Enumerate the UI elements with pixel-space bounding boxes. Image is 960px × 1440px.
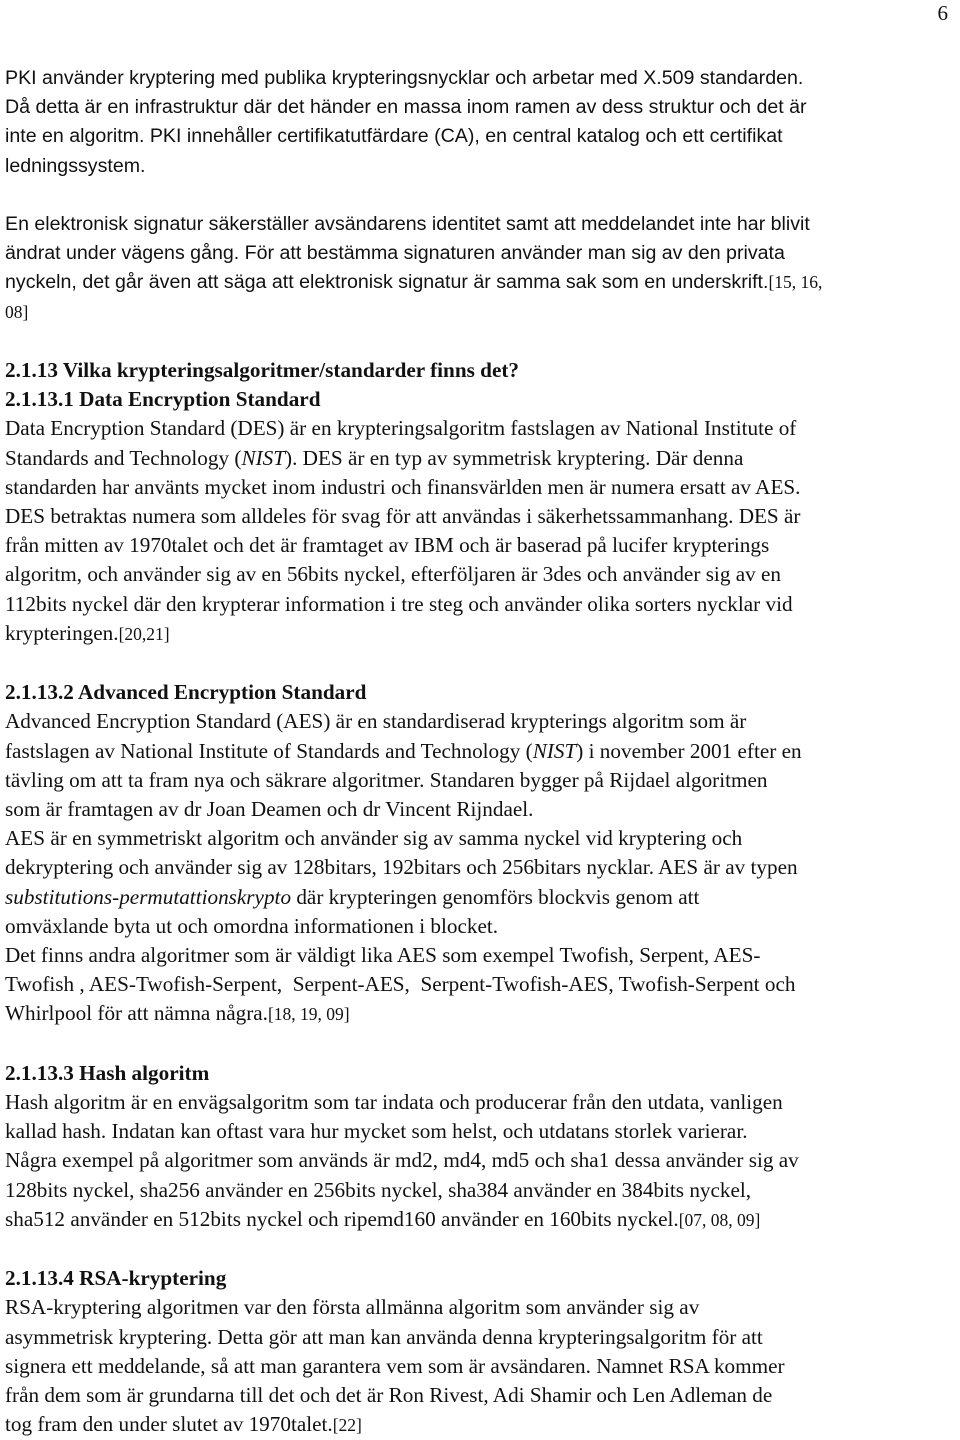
italic-text: NIST bbox=[241, 445, 286, 470]
text-line: inte en algoritm. PKI innehåller certifikatutfärdare (CA), en central katalog och ett certifikat bbox=[5, 125, 783, 148]
text-line: Twofish , AES-Twofish-Serpent, Serpent-AES, Serpent-Twofish-AES, Twofish-Serpent och bbox=[5, 972, 796, 997]
italic-text: NIST bbox=[532, 738, 577, 763]
section-heading: 2.1.13 Vilka krypteringsalgoritmer/standarder finns det? bbox=[5, 358, 519, 382]
italic-text: substitutions-permutattionskrypto bbox=[5, 884, 292, 909]
text-line: 112bits nyckel där den krypterar information i tre steg och använder olika sorters nycklar vid bbox=[5, 591, 793, 616]
text-span: fastslagen av National Institute of Standards and Technology ( bbox=[5, 738, 533, 763]
text-line: RSA-kryptering algoritmen var den första allmänna algoritm som använder sig av bbox=[5, 1295, 700, 1320]
pki-paragraph bbox=[5, 64, 948, 181]
aes-section bbox=[5, 678, 948, 1029]
citation: [07, 08, 09] bbox=[678, 1209, 761, 1230]
text-span: Standards and Technology ( bbox=[5, 445, 242, 470]
text-line: tävling om att ta fram nya och säkrare algoritmer. Standaren bygger på Rijdael algoritmen bbox=[5, 767, 768, 792]
text-line: En elektronisk signatur säkerställer avsändarens identitet samt att meddelandet inte har blivit bbox=[5, 213, 810, 235]
citation: [22] bbox=[332, 1415, 362, 1436]
text-line bbox=[5, 737, 948, 766]
text-line: ändrat under vägens gång. För att bestämma signaturen använder man sig av den privata bbox=[5, 242, 785, 265]
text-span: krypteringen. bbox=[5, 620, 119, 645]
text-line: signera ett meddelande, så att man garantera vem som är avsändaren. Namnet RSA kommer bbox=[5, 1353, 785, 1378]
subsection-heading: 2.1.13.2 Advanced Encryption Standard bbox=[5, 680, 367, 705]
text-line: standarden har använts mycket inom industri och finansvärlden men är numera ersatt av AES. bbox=[5, 474, 801, 499]
text-line: Det finns andra algoritmer som är väldigt lika AES som exempel Twofish, Serpent, AES- bbox=[5, 943, 761, 968]
text-line: från dem som är grundarna till det och det är Ron Rivest, Adi Shamir och Len Adleman de bbox=[5, 1383, 773, 1408]
text-span: ). DES är en typ av symmetrisk kryptering. Där denna bbox=[285, 445, 744, 470]
text-line: AES är en symmetriskt algoritm och använder sig av samma nyckel vid kryptering och bbox=[5, 826, 743, 851]
text-line bbox=[5, 268, 948, 297]
citation: [15, 16, bbox=[768, 272, 823, 293]
text-line: kallad hash. Indatan kan oftast vara hur mycket som helst, och utdatans storlek varierar. bbox=[5, 1119, 748, 1144]
text-line: som är framtagen av dr Joan Deamen och dr Vincent Rijndael. bbox=[5, 797, 534, 822]
text-line: dekryptering och använder sig av 128bitars, 192bitars och 256bitars nycklar. AES är av typen bbox=[5, 855, 798, 880]
text-line: Data Encryption Standard (DES) är en krypteringsalgoritm fastslagen av National Institute of bbox=[5, 416, 797, 441]
text-line: DES betraktas numera som alldeles för svag för att användas i säkerhetssammanhang. DES är bbox=[5, 504, 801, 529]
subsection-heading: 2.1.13.3 Hash algoritm bbox=[5, 1060, 210, 1085]
text-span: nyckeln, det går även att säga att elektronisk signatur är samma sak som en underskrift. bbox=[5, 271, 769, 294]
text-line bbox=[5, 999, 948, 1029]
text-line: Några exempel på algoritmer som används är md2, md4, md5 och sha1 dessa använder sig av bbox=[5, 1148, 799, 1173]
text-span: där krypteringen genomförs blockvis genom att bbox=[291, 884, 700, 909]
text-span: tog fram den under slutet av 1970talet. bbox=[5, 1412, 333, 1437]
signature-paragraph bbox=[5, 210, 948, 327]
text-line: algoritm, och använder sig av en 56bits nyckel, efterföljaren är 3des och använder sig av en bbox=[5, 562, 782, 587]
subsection-heading: 2.1.13.1 Data Encryption Standard bbox=[5, 387, 321, 412]
text-line: omväxlande byta ut och omordna informationen i blocket. bbox=[5, 913, 499, 938]
text-line: Hash algoritm är en envägsalgoritm som tar indata och producerar från den utdata, vanligen bbox=[5, 1090, 783, 1115]
subsection-heading: 2.1.13.4 RSA-kryptering bbox=[5, 1266, 227, 1291]
citation-continuation: 08] bbox=[5, 301, 29, 322]
text-span: Whirlpool för att nämna några. bbox=[5, 1001, 268, 1026]
text-line: asymmetrisk kryptering. Detta gör att man kan använda denna krypteringsalgoritm för att bbox=[5, 1324, 763, 1349]
text-line bbox=[5, 444, 948, 473]
text-line bbox=[5, 883, 948, 912]
text-span: sha512 använder en 512bits nyckel och ripemd160 använder en 160bits nyckel. bbox=[5, 1206, 679, 1231]
text-line: Då detta är en infrastruktur där det händer en massa inom ramen av dess struktur och det är bbox=[5, 96, 807, 119]
text-line: ledningssystem. bbox=[5, 154, 146, 177]
page-number: 6 bbox=[937, 1, 948, 25]
text-line bbox=[5, 1410, 948, 1440]
citation: [20,21] bbox=[118, 623, 170, 644]
des-section bbox=[5, 385, 948, 649]
text-line: PKI använder kryptering med publika krypteringsnycklar och arbetar med X.509 standarden. bbox=[5, 67, 804, 89]
hash-section bbox=[5, 1059, 948, 1235]
text-line bbox=[5, 1205, 948, 1235]
text-line bbox=[5, 619, 948, 649]
text-line: 128bits nyckel, sha256 använder en 256bits nyckel, sha384 använder en 384bits nyckel, bbox=[5, 1177, 752, 1202]
citation: [18, 19, 09] bbox=[267, 1004, 350, 1025]
text-line: Advanced Encryption Standard (AES) är en standardiserad krypterings algoritm som är bbox=[5, 709, 747, 734]
text-line: från mitten av 1970talet och det är framtaget av IBM och är baserad på lucifer krypterings bbox=[5, 533, 770, 558]
rsa-section bbox=[5, 1264, 948, 1440]
text-span: ) i november 2001 efter en bbox=[576, 738, 802, 763]
